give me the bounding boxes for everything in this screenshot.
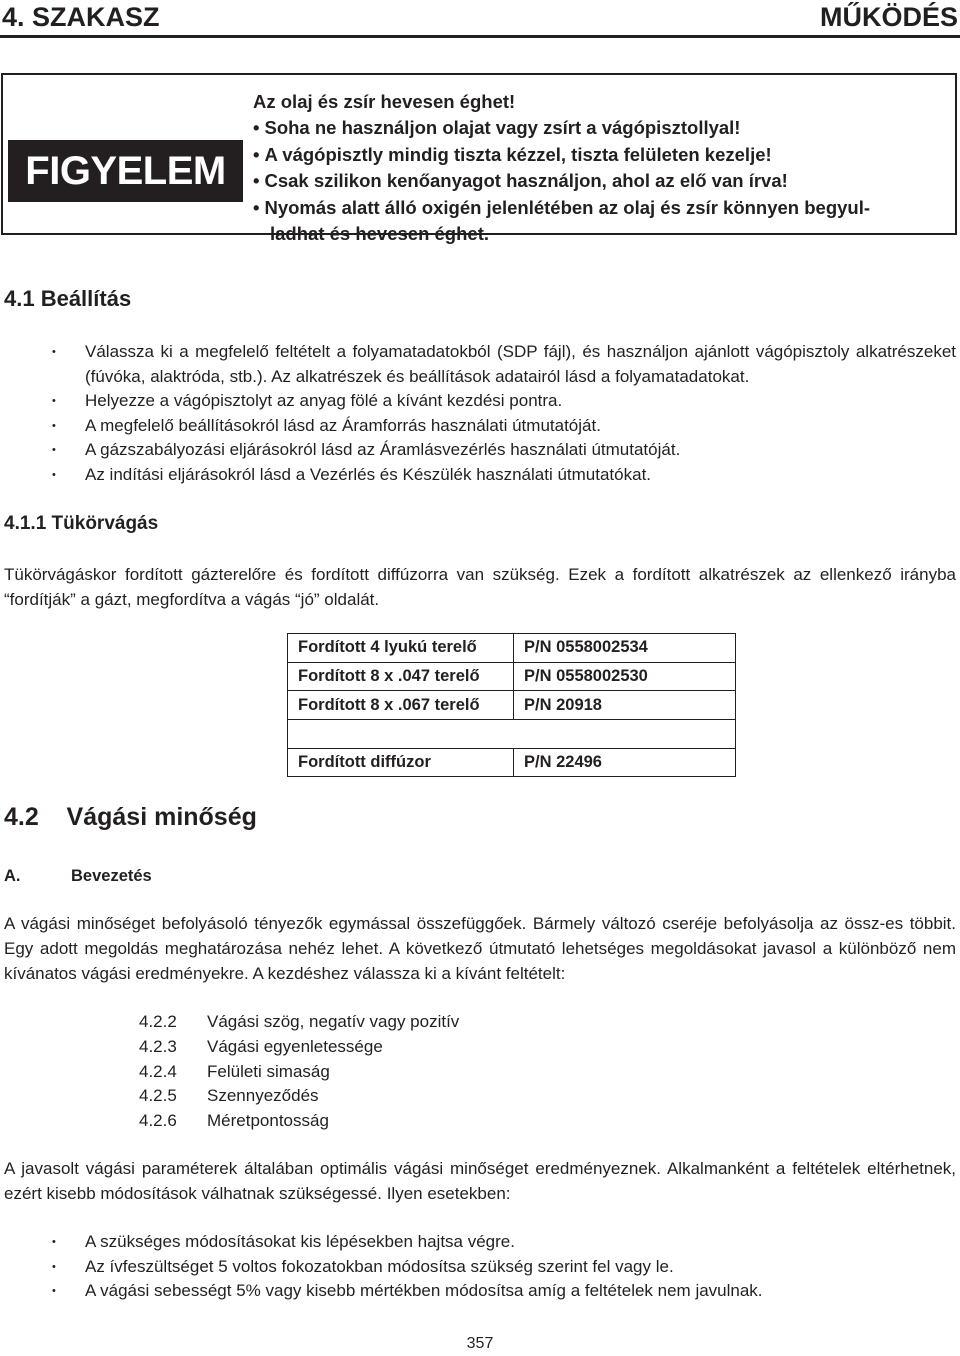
list-item xyxy=(139,1035,459,1060)
warning-bullet: • Csak szilikon kenőanyagot használjon, ahol az elő van írva! xyxy=(253,168,953,194)
table-row xyxy=(288,634,736,663)
list-item: • Az indítási eljárásokról lásd a Vezérlés és Készülék használati útmutatókat. xyxy=(52,463,956,488)
table-row xyxy=(288,748,736,777)
part-name: Fordított 4 lyukú terelő xyxy=(288,634,514,663)
list-item xyxy=(139,1084,459,1109)
list-item: • A vágási sebességt 5% vagy kisebb mértékben módosítsa amíg a feltételek nem javulnak. xyxy=(52,1279,956,1304)
page-header xyxy=(0,0,960,38)
section-label: 4. SZAKASZ xyxy=(2,2,160,32)
list-item: • A gázszabályozási eljárásokról lásd az Áramlásvezérlés használati útmutatóját. xyxy=(52,438,956,463)
item-number: 4.2.2 xyxy=(139,1012,177,1031)
list-item xyxy=(139,1010,459,1035)
page-number: 357 xyxy=(466,1335,494,1352)
chapter-title: MŰKÖDÉS xyxy=(819,2,958,32)
item-number: 4.2.4 xyxy=(139,1061,177,1081)
subheading-a xyxy=(4,867,152,886)
adjustment-bullet-list xyxy=(52,1230,956,1304)
part-number: P/N 0558002530 xyxy=(514,662,736,691)
parts-table xyxy=(287,633,736,777)
list-item: • Az ívfeszültséget 5 voltos fokozatokban módosítsa szükség szerint fel vagy le. xyxy=(52,1255,956,1280)
item-text: Vágási egyenletessége xyxy=(207,1036,383,1056)
warning-bullet: • Nyomás alatt álló oxigén jelenlétében az olaj és zsír könnyen begyul- xyxy=(253,195,953,221)
table-row xyxy=(288,691,736,720)
list-item xyxy=(139,1109,459,1134)
part-name: Fordított diffúzor xyxy=(288,748,514,777)
part-number: P/N 20918 xyxy=(514,691,736,720)
table-row-empty xyxy=(288,720,736,749)
table-row xyxy=(288,662,736,691)
list-item xyxy=(139,1060,459,1085)
item-text: Vágási szög, negatív vagy pozitív xyxy=(207,1012,460,1031)
list-item: • Válassza ki a megfelelő feltételt a folyamatadatokból (SDP fájl), és használjon ajánlott vágópisztoly alkatrészeket (fúvóka, alaktróda, stb.). Az alkatrészek és beállítások adatairól lásd a folyamatadatokat. xyxy=(52,340,956,389)
heading-4-1-1: 4.1.1 Tükörvágás xyxy=(4,513,159,534)
part-number: P/N 0558002534 xyxy=(514,634,736,663)
warning-text xyxy=(253,89,953,247)
warning-bullet-continuation: ladhat és hevesen éghet. xyxy=(270,223,490,245)
condition-list xyxy=(139,1010,459,1134)
item-number: 4.2.3 xyxy=(139,1036,177,1056)
heading-4-2: 4.2 Vágási minőség xyxy=(4,803,257,831)
empty-cell xyxy=(288,720,736,749)
part-number: P/N 22496 xyxy=(514,748,736,777)
item-text: Szennyeződés xyxy=(207,1086,319,1106)
subheading-title: Bevezetés xyxy=(71,867,152,885)
list-item: • A megfelelő beállításokról lásd az Áramforrás használati útmutatóját. xyxy=(52,414,956,439)
part-name: Fordított 8 x .067 terelő xyxy=(288,691,514,720)
item-text: Felületi simaság xyxy=(207,1061,330,1081)
subheading-label: A. xyxy=(4,867,21,885)
item-number: 4.2.6 xyxy=(139,1111,177,1131)
list-item: • A szükséges módosításokat kis lépésekben hajtsa végre. xyxy=(52,1230,956,1255)
parameters-paragraph: A javasolt vágási paraméterek általában optimális vágási minőséget eredményeznek. Alkalmanként a feltételek eltérhetnek, ezért kisebb módosítások válhatnak szükségessé. Ilyen esetekben: xyxy=(4,1159,956,1203)
item-number: 4.2.5 xyxy=(139,1086,177,1106)
part-name: Fordított 8 x .047 terelő xyxy=(288,662,514,691)
mirror-cut-paragraph: Tükörvágáskor fordított gázterelőre és fordított diffúzorra van szükség. Ezek a fordított alkatrészek az ellenkező irányba “fordítják” a gázt, megfordítva a vágás “jó” oldalát. xyxy=(4,565,956,609)
cut-quality-paragraph: A vágási minőséget befolyásoló tényezők egymással összefüggőek. Bármely változó cseréje befolyásolja az össz-es többit. Egy adott megoldás meghatározása nehéz lehet. A következő útmutató lehetséges megoldásokat javasol a különböző nem kívánatos vágási eredményekre. A kezdéshez válassza ki a kívánt feltételt: xyxy=(4,914,956,983)
warning-bullet: • Soha ne használjon olajat vagy zsírt a vágópisztollyal! xyxy=(253,115,953,141)
setup-bullet-list xyxy=(52,340,956,488)
warning-box xyxy=(1,73,957,245)
heading-4-1: 4.1 Beállítás xyxy=(4,286,132,311)
warning-lead: Az olaj és zsír hevesen éghet! xyxy=(253,91,516,112)
warning-bullet: • A vágópisztly mindig tiszta kézzel, tiszta felületen kezelje! xyxy=(253,142,953,168)
list-item: • Helyezze a vágópisztolyt az anyag fölé a kívánt kezdési pontra. xyxy=(52,389,956,414)
warning-badge: FIGYELEM xyxy=(8,140,243,202)
item-text: Méretpontosság xyxy=(207,1111,329,1131)
